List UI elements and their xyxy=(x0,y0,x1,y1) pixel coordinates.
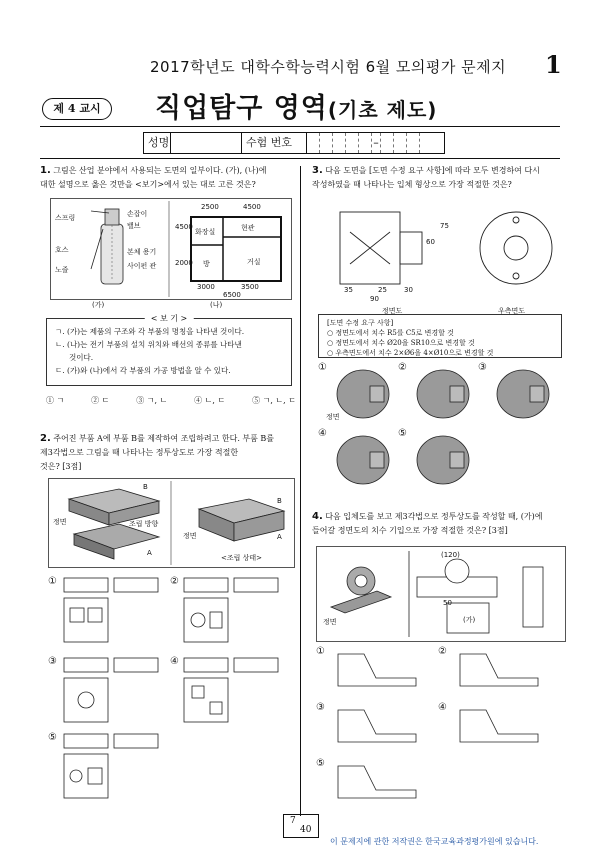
bogi-title: < 보 기 > xyxy=(145,312,194,325)
bogi-item: ㄱ. (가)는 제품의 구조와 각 부품의 명칭을 나타낸 것이다. xyxy=(55,327,245,336)
q3-requirements xyxy=(318,314,562,358)
id-digit[interactable] xyxy=(333,133,346,153)
front-label: 정면 xyxy=(326,413,340,421)
page-indicator xyxy=(283,814,319,838)
question-1 xyxy=(40,164,290,192)
room-toilet: 화장실 xyxy=(195,228,216,236)
dim-120: (120) xyxy=(441,551,460,559)
header-rule xyxy=(40,126,560,127)
label-spring: 스프링 xyxy=(55,214,76,222)
dim-75: 75 xyxy=(440,222,449,230)
choice-4[interactable]: ④ xyxy=(438,702,447,713)
choice-3[interactable]: ③ ㄱ, ㄴ xyxy=(136,396,168,405)
side-inner xyxy=(504,236,528,260)
choice-1[interactable]: ① xyxy=(318,362,327,373)
choice-5[interactable]: ⑤ xyxy=(48,732,57,743)
id-digit[interactable] xyxy=(381,133,394,153)
front-view-label: 정면도 xyxy=(382,307,403,315)
q3-text-2: 작성하였을 때 나타나는 입체 형상으로 가장 적절한 것은? xyxy=(312,180,512,189)
q4-front-label: 정면 xyxy=(323,618,337,626)
q4-number: 4. xyxy=(312,511,323,522)
choice-1[interactable]: ① ㄱ xyxy=(46,396,65,405)
q2-text-3: 것은? [3점] xyxy=(40,462,82,471)
dim-bottom-2: 3500 xyxy=(241,283,259,291)
choice-3[interactable]: ③ xyxy=(316,702,325,713)
room-bedroom: 방 xyxy=(203,260,210,268)
choice-3[interactable]: ③ xyxy=(48,656,57,667)
id-label: 수험 번호 xyxy=(242,133,307,153)
bogi-item: ㄷ. (가)와 (나)에서 각 부품의 가공 방법을 알 수 있다. xyxy=(55,366,231,375)
id-digit[interactable] xyxy=(359,133,372,153)
choice-5[interactable]: ⑤ xyxy=(398,428,407,439)
label-valve: 밸브 xyxy=(127,222,141,230)
subject-title xyxy=(155,86,437,125)
exam-title: 2017학년도 대학수학능력시험 6월 모의평가 문제지 xyxy=(150,58,507,76)
dim-50: 50 xyxy=(443,599,452,607)
room-entrance: 현관 xyxy=(241,224,255,232)
candidate-info-box xyxy=(143,132,445,154)
choice-4[interactable]: ④ ㄴ, ㄷ xyxy=(194,396,226,405)
front-boss xyxy=(400,232,422,264)
q3-text-1: 다음 도면을 [도면 수정 요구 사항]에 따라 모두 변경하여 다시 xyxy=(325,166,540,175)
label-handle: 손잡이 xyxy=(127,210,148,218)
label-nozzle: 노즐 xyxy=(55,266,69,274)
q3-orthographic xyxy=(320,192,560,304)
q4-ga-label: (가) xyxy=(463,616,476,624)
q4-choice-drawings xyxy=(316,646,566,810)
q2-text-1: 주어진 부품 A에 부품 B를 제작하여 조립하려고 한다. 부품 B를 xyxy=(53,434,275,443)
label-direction: 조립 방향 xyxy=(129,520,159,528)
name-field[interactable] xyxy=(171,133,242,153)
id-digit[interactable] xyxy=(346,133,359,153)
label-b: B xyxy=(143,483,148,491)
name-label: 성명 xyxy=(144,133,171,153)
q2-choices xyxy=(48,572,293,804)
q1-choices xyxy=(46,395,296,406)
dim-top-1: 2500 xyxy=(201,203,219,211)
q4-drawing xyxy=(317,547,565,641)
label-a-2: A xyxy=(277,533,282,541)
subject-sub: (기초 제도) xyxy=(327,98,438,122)
bogi-item: 것이다. xyxy=(69,353,94,362)
q3-number: 3. xyxy=(312,165,323,176)
q2-choice-drawings xyxy=(62,572,292,804)
q1-text-1: 그림은 산업 분야에서 사용되는 도면의 일부이다. (가), (나)에 xyxy=(53,166,267,175)
label-hose: 호스 xyxy=(55,246,69,254)
dim-total: 6500 xyxy=(223,291,241,299)
id-digit[interactable] xyxy=(407,133,420,153)
side-hole xyxy=(513,273,519,279)
choice-4[interactable]: ④ xyxy=(170,656,179,667)
question-4 xyxy=(312,510,564,538)
choice-2[interactable]: ② xyxy=(438,646,447,657)
right-view-label: 우측면도 xyxy=(498,307,526,315)
q4-choices xyxy=(316,646,566,810)
id-digit[interactable] xyxy=(320,133,333,153)
req-item: ○ 정면도에서 치수 Ø20을 SR10으로 변경할 것 xyxy=(327,339,475,347)
label-body: 본체 용기 xyxy=(127,248,157,256)
choice-2[interactable]: ② xyxy=(170,576,179,587)
id-digit[interactable] xyxy=(420,133,432,153)
choice-1[interactable]: ① xyxy=(48,576,57,587)
dim-bottom-1: 3000 xyxy=(197,283,215,291)
dim-35: 35 xyxy=(344,286,353,294)
req-item: ○ 정면도에서 치수 R5를 C5로 변경할 것 xyxy=(327,329,454,337)
q1-text-2: 대한 설명으로 옳은 것만을 <보기>에서 있는 대로 고른 것은? xyxy=(40,180,256,189)
side-hole xyxy=(513,217,519,223)
q3-drawing xyxy=(320,192,560,304)
q1-caption-b: (나) xyxy=(210,301,223,309)
subject-main: 직업탐구 영역 xyxy=(155,93,328,124)
dim-60: 60 xyxy=(426,238,435,246)
page-number: 1 xyxy=(545,50,562,79)
extinguisher-valve xyxy=(105,209,119,225)
label-a: A xyxy=(147,549,152,557)
choice-3[interactable]: ③ xyxy=(478,362,487,373)
choice-2[interactable]: ② ㄷ xyxy=(91,396,110,405)
choice-2[interactable]: ② xyxy=(398,362,407,373)
req-title: [도면 수정 요구 사항] xyxy=(327,319,394,327)
q2-number: 2. xyxy=(40,433,51,444)
column-divider xyxy=(300,166,301,816)
label-assembly: <조립 상태> xyxy=(221,554,263,562)
dim-top-2: 4500 xyxy=(243,203,261,211)
id-digit[interactable] xyxy=(307,133,320,153)
label-b-2: B xyxy=(277,497,282,505)
q3-choice-drawings xyxy=(318,362,568,502)
header-rule-2 xyxy=(40,158,560,159)
choice-1[interactable]: ① xyxy=(316,646,325,657)
q1-caption-a: (가) xyxy=(92,301,105,309)
dim-left-1: 4500 xyxy=(175,223,193,231)
q1-bogi-box xyxy=(46,314,292,386)
choice-4[interactable]: ④ xyxy=(318,428,327,439)
q4-text-2: 들어갈 정면도의 치수 기입으로 가장 적절한 것은? [3점] xyxy=(312,526,508,535)
label-siphon: 사이펀 관 xyxy=(127,262,157,270)
question-3 xyxy=(312,164,562,192)
label-front: 정면 xyxy=(53,518,67,526)
id-dash: – xyxy=(372,133,381,153)
q1-number: 1. xyxy=(40,165,51,176)
choice-5[interactable]: ⑤ xyxy=(316,758,325,769)
copyright-notice: 이 문제지에 관한 저작권은 한국교육과정평가원에 있습니다. xyxy=(330,837,539,846)
dim-90: 90 xyxy=(370,295,379,303)
q4-text-1: 다음 입체도를 보고 제3각법으로 정투상도를 작성할 때, (가)에 xyxy=(325,512,543,521)
id-digit[interactable] xyxy=(394,133,407,153)
page-total: 40 xyxy=(300,825,312,835)
dim-30: 30 xyxy=(404,286,413,294)
dim-left-2: 2000 xyxy=(175,259,193,267)
q1-figure xyxy=(50,198,292,300)
session-badge: 제 4 교시 xyxy=(42,98,112,120)
q3-choices xyxy=(318,362,568,502)
room-living: 거실 xyxy=(247,258,261,266)
q2-text-2: 제3각법으로 그림을 때 나타나는 정투상도로 가장 적절한 xyxy=(40,448,239,457)
label-front-2: 정면 xyxy=(183,532,197,540)
q4-figure xyxy=(316,546,566,642)
question-2 xyxy=(40,432,292,474)
req-item: ○ 우측면도에서 치수 2×Ø6을 4×Ø10으로 변경할 것 xyxy=(327,349,494,357)
q2-figure xyxy=(48,478,295,568)
choice-5[interactable]: ⑤ ㄱ, ㄴ, ㄷ xyxy=(252,396,296,405)
bogi-item: ㄴ. (나)는 전기 부품의 설치 위치와 배선의 종류를 나타낸 xyxy=(55,340,242,349)
dim-25: 25 xyxy=(378,286,387,294)
page-current: 7 xyxy=(290,816,296,826)
